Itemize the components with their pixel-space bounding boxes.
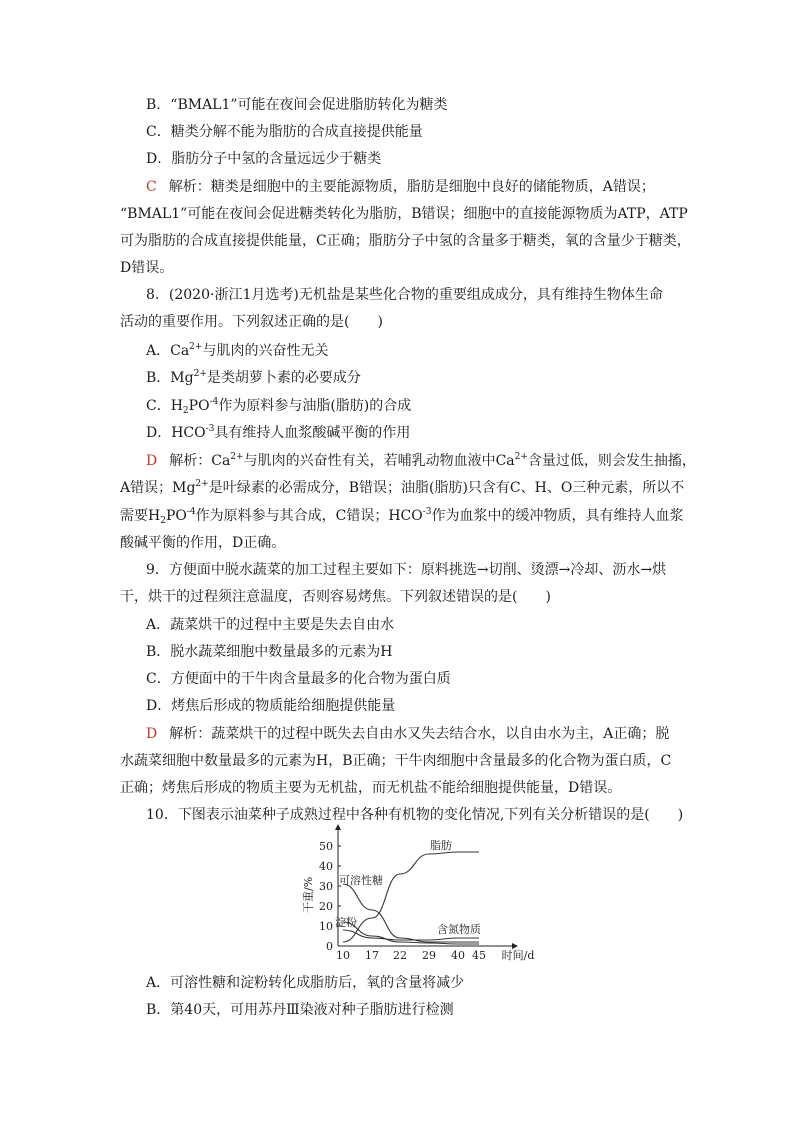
series-label: 含氮物质 [437,923,481,936]
answer-letter: D [146,453,158,469]
question-9-option-a: A．蔬菜烘干的过程中主要是失去自由水 [146,617,395,633]
solution-8-line-2: A错误；$Mg^{2+}$是叶绿素的必需成分，B错误；油脂(脂肪)只含有C、H、O三种元素，所以不 [120,479,685,496]
question-9-stem-1: 9．方便面中脱水蔬菜的加工过程主要如下：原料挑选→切削、烫漂→冷却、沥水→烘 [146,562,667,578]
solution-7-line-3: 可为脂肪的合成直接提供能量，C正确；脂肪分子中氢的含量多于糖类，氧的含量少于糖类， [120,233,691,249]
option-c-prev: C．糖类分解不能为脂肪的合成直接提供能量 [146,124,423,140]
y-tick-label: 30 [319,880,333,893]
x-axis-label: 时间/d [501,949,535,962]
question-10-option-b: B．第40天，可用苏丹Ⅲ染液对种子脂肪进行检测 [146,1002,454,1018]
question-8-option-d: D．$HCO^{-3}$具有维持人血浆酸碱平衡的作用 [146,424,411,441]
question-8-option-c: C．$H_2PO^{-4}$作为原料参与油脂(脂肪)的合成 [146,397,412,416]
y-tick-label: 20 [319,900,333,913]
series-label: 脂肪 [430,839,452,852]
solution-9-line-3: 正确；烤焦后形成的物质主要为无机盐，而无机盐不能给细胞提供能量，D错误。 [120,780,622,796]
x-tick-label: 17 [365,949,379,962]
question-10-option-a: A．可溶性糖和淀粉转化成脂肪后，氧的含量将减少 [146,975,465,991]
question-9-option-d: D．烤焦后形成的物质能给细胞提供能量 [146,698,396,714]
question-8-stem-1: 8．(2020·浙江1月选考)无机盐是某些化合物的重要组成成分，具有维持生物体生命 [146,287,663,303]
question-9-option-b: B．脱水蔬菜细胞中数量最多的元素为H [146,644,393,660]
y-axis-label: 干重/% [302,876,315,913]
organic-matter-chart [300,828,535,968]
question-8-stem-2: 活动的重要作用。下列叙述正确的是( ) [120,314,383,330]
solution-8-line-3: 需要$H_2PO^{-4}$作为原料参与其合成，C错误；$HCO^{-3}$作为血浆中的缓冲物质，具有维持人血浆 [120,507,684,526]
solution-7-line-2: “BMAL1”可能在夜间会促进糖类转化为脂肪，B错误；细胞中的直接能源物质为ATP，ATP [120,206,688,222]
series-label: 可溶性糖 [339,874,383,887]
option-b-prev: B．“BMAL1”可能在夜间会促进脂肪转化为糖类 [146,97,448,113]
answer-letter: C [146,179,157,195]
question-9-stem-2: 干，烘干的过程须注意温度，否则容易烤焦。下列叙述错误的是( ) [120,589,551,605]
x-tick-label: 10 [336,949,350,962]
solution-7-line-4: D错误。 [120,260,174,276]
question-8-option-b: B．$Mg^{2+}$是类胡萝卜素的必要成分 [146,369,361,386]
question-8-option-a: A．$Ca^{2+}$与肌肉的兴奋性无关 [146,342,329,359]
answer-letter: D [146,726,158,742]
y-tick-label: 50 [319,840,333,853]
y-tick-label: 40 [319,860,333,873]
series-label: 淀粉 [335,916,357,929]
solution-8-line-4: 酸碱平衡的作用，D正确。 [120,535,286,551]
x-tick-label: 22 [393,949,407,962]
solution-8-line-1: D 解析：$Ca^{2+}$与肌肉的兴奋性有关，若哺乳动物血液中$Ca^{2+}$含量过低，则会发生抽搐， [146,452,696,469]
option-d-prev: D．脂肪分子中氢的含量远远少于糖类 [146,151,382,167]
y-axis-arrow [335,824,341,830]
solution-7-line-1 [146,178,655,196]
x-tick-label: 40 [451,949,465,962]
question-10-stem: 10．下图表示油菜种子成熟过程中各种有机物的变化情况,下列有关分析错误的是( ) [146,807,684,823]
solution-text: 解析：糖类是细胞中的主要能源物质，脂肪是细胞中良好的储能物质，A错误； [168,179,655,195]
x-tick-label: 29 [422,949,436,962]
y-tick-label: 0 [326,940,333,953]
x-tick-label: 45 [472,949,486,962]
question-9-option-c: C．方便面中的干牛肉含量最多的化合物为蛋白质 [146,671,451,687]
y-tick-label: 10 [319,920,333,933]
chart-labels [301,838,534,962]
solution-9-line-1: D 解析：蔬菜烘干的过程中既失去自由水又失去结合水，以自由水为主，A正确；脱 [146,726,670,742]
solution-9-line-2: 水蔬菜细胞中数量最多的元素为H，B正确；干牛肉细胞中含量最多的化合物为蛋白质，C [120,753,672,769]
